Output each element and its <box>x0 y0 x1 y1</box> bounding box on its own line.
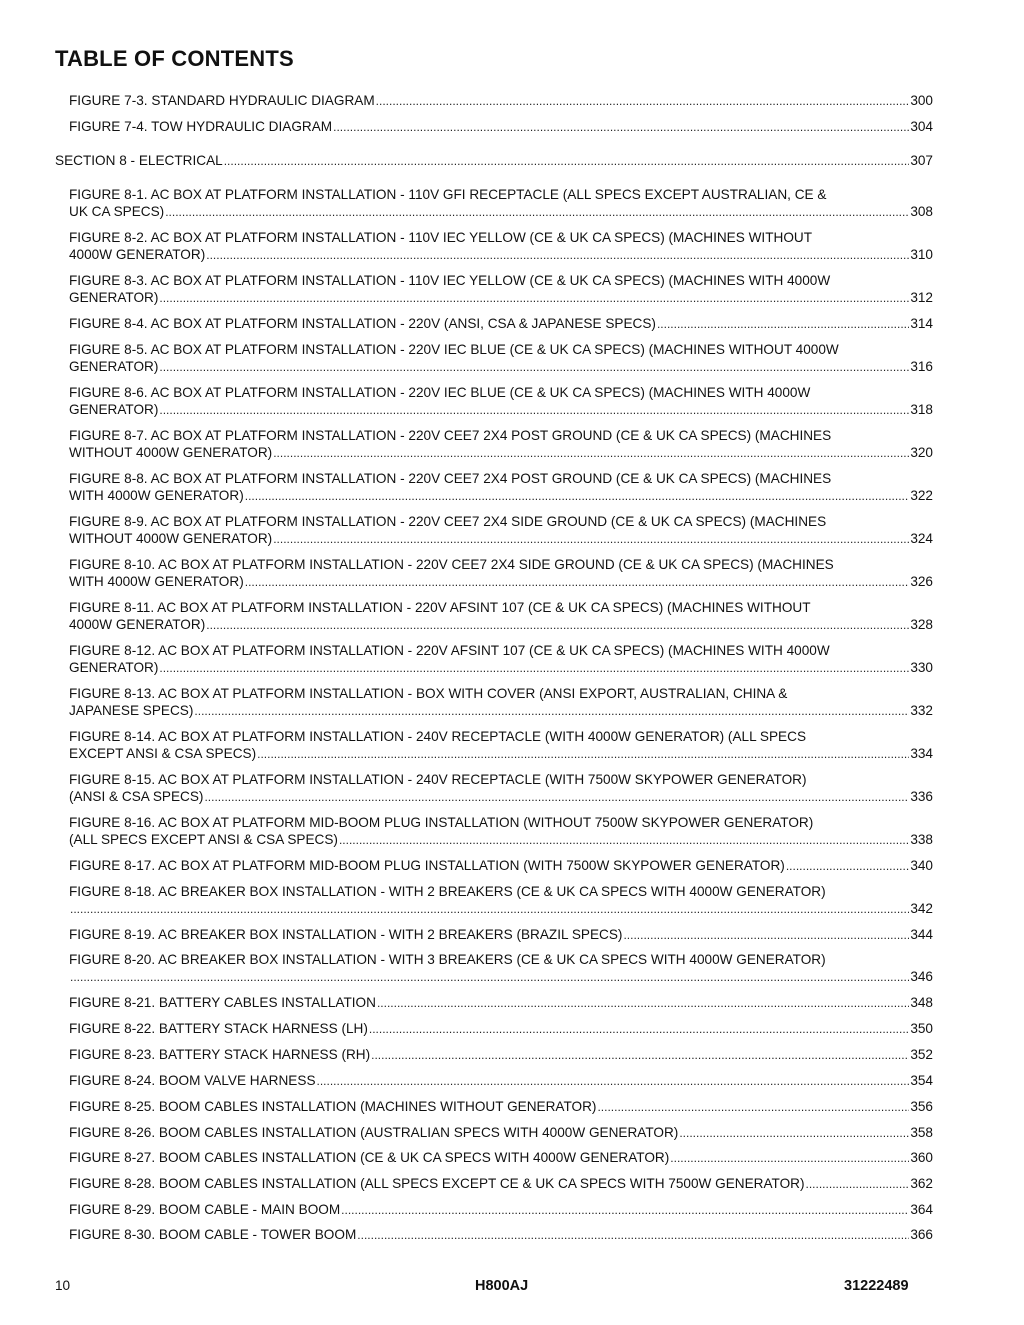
toc-entry[interactable] <box>69 685 933 720</box>
dot-leader <box>159 359 909 376</box>
toc-page-number: 352 <box>910 1047 933 1062</box>
footer-page-number: 10 <box>55 1278 71 1293</box>
toc-entry-title: FIGURE 8-16. AC BOX AT PLATFORM MID-BOOM PLUG INSTALLATION (WITHOUT 7500W SKYPOWER GENERATOR) <box>69 815 814 830</box>
toc-page-number: 338 <box>910 832 933 847</box>
toc-entry-title: (ANSI & CSA SPECS) <box>69 789 204 804</box>
toc-entry-title: FIGURE 8-18. AC BREAKER BOX INSTALLATION - WITH 2 BREAKERS (CE & UK CA SPECS WITH 4000W GENERATOR) <box>69 884 826 899</box>
toc-entry[interactable] <box>69 315 933 333</box>
dot-leader <box>194 703 909 720</box>
toc-entry[interactable] <box>69 1201 933 1219</box>
toc-page-number: 334 <box>910 746 933 761</box>
toc-page-number: 362 <box>910 1176 933 1191</box>
toc-entry[interactable] <box>69 272 933 307</box>
toc-entry-title: FIGURE 8-29. BOOM CABLE - MAIN BOOM <box>69 1202 341 1217</box>
toc-page-number: 326 <box>910 574 933 589</box>
toc-entry-title: WITHOUT 4000W GENERATOR) <box>69 445 273 460</box>
dot-leader <box>224 153 910 170</box>
toc-entry-title: FIGURE 8-24. BOOM VALVE HARNESS <box>69 1073 316 1088</box>
dot-leader <box>159 660 909 677</box>
toc-entry-title: WITHOUT 4000W GENERATOR) <box>69 531 273 546</box>
dot-leader <box>159 290 909 307</box>
toc-page-number: 364 <box>910 1202 933 1217</box>
toc-entry-title: FIGURE 8-9. AC BOX AT PLATFORM INSTALLATION - 220V CEE7 2X4 SIDE GROUND (CE & UK CA SPECS) (MACHINES <box>69 514 827 529</box>
toc-entry-title: FIGURE 8-8. AC BOX AT PLATFORM INSTALLATION - 220V CEE7 2X4 POST GROUND (CE & UK CA SPECS) (MACHINES <box>69 471 832 486</box>
toc-entry[interactable] <box>69 513 933 548</box>
toc-page-number: 356 <box>910 1099 933 1114</box>
dot-leader <box>165 204 909 221</box>
toc-entry[interactable] <box>69 556 933 591</box>
toc-entry-title: FIGURE 8-25. BOOM CABLES INSTALLATION (MACHINES WITHOUT GENERATOR) <box>69 1099 597 1114</box>
toc-page-number: 316 <box>910 359 933 374</box>
toc-entry-title: EXCEPT ANSI & CSA SPECS) <box>69 746 257 761</box>
toc-page-number: 314 <box>910 316 933 331</box>
dot-leader <box>623 927 909 944</box>
dot-leader <box>257 746 909 763</box>
dot-leader <box>273 531 909 548</box>
toc-entry-title: FIGURE 8-19. AC BREAKER BOX INSTALLATION - WITH 2 BREAKERS (BRAZIL SPECS) <box>69 927 623 942</box>
toc-entry[interactable] <box>69 1175 933 1193</box>
footer-doc-number: 31222489 <box>844 1278 909 1294</box>
toc-entry-title: FIGURE 7-3. STANDARD HYDRAULIC DIAGRAM <box>69 93 375 108</box>
toc-entry-title: UK CA SPECS) <box>69 204 165 219</box>
toc-entry-title: FIGURE 8-27. BOOM CABLES INSTALLATION (CE & UK CA SPECS WITH 4000W GENERATOR) <box>69 1150 670 1165</box>
dot-leader <box>806 1176 910 1193</box>
toc-entry-title: WITH 4000W GENERATOR) <box>69 488 244 503</box>
dot-leader <box>333 119 909 136</box>
toc-page-number: 328 <box>910 617 933 632</box>
toc-entry[interactable] <box>69 857 933 875</box>
toc-page-number: 307 <box>910 153 933 168</box>
toc-entry[interactable] <box>69 1020 933 1038</box>
toc-page-number: 344 <box>910 927 933 942</box>
dot-leader <box>206 617 909 634</box>
toc-entry[interactable] <box>69 118 933 136</box>
dot-leader <box>339 832 909 849</box>
toc-entry-title: FIGURE 8-17. AC BOX AT PLATFORM MID-BOOM PLUG INSTALLATION (WITH 7500W SKYPOWER GENERATOR) <box>69 858 785 873</box>
toc-entry-title: FIGURE 8-20. AC BREAKER BOX INSTALLATION - WITH 3 BREAKERS (CE & UK CA SPECS WITH 4000W GENERATOR) <box>69 952 826 967</box>
toc-page-number: 350 <box>910 1021 933 1036</box>
toc-entry-title: FIGURE 8-26. BOOM CABLES INSTALLATION (AUSTRALIAN SPECS WITH 4000W GENERATOR) <box>69 1125 679 1140</box>
toc-entry-title: FIGURE 8-13. AC BOX AT PLATFORM INSTALLATION - BOX WITH COVER (ANSI EXPORT, AUSTRALIAN, CHINA & <box>69 686 788 701</box>
toc-page-number: 348 <box>910 995 933 1010</box>
dot-leader <box>245 488 910 505</box>
toc-entry-title: FIGURE 8-21. BATTERY CABLES INSTALLATION <box>69 995 376 1010</box>
toc-entry-title: SECTION 8 - ELECTRICAL <box>55 153 223 168</box>
toc-entry-title: FIGURE 8-15. AC BOX AT PLATFORM INSTALLATION - 240V RECEPTACLE (WITH 7500W SKYPOWER GENERATOR) <box>69 772 807 787</box>
toc-entry[interactable] <box>69 599 933 634</box>
toc-entry-title: FIGURE 8-6. AC BOX AT PLATFORM INSTALLATION - 220V IEC BLUE (CE & UK CA SPECS) (MACHINES WITH 4000W <box>69 385 811 400</box>
toc-entry[interactable] <box>69 1072 933 1090</box>
footer-model: H800AJ <box>475 1278 529 1294</box>
dot-leader <box>70 901 909 918</box>
toc-entry[interactable] <box>69 470 933 505</box>
toc-page-number: 308 <box>910 204 933 219</box>
dot-leader <box>657 316 909 333</box>
toc-entry-title: FIGURE 8-30. BOOM CABLE - TOWER BOOM <box>69 1227 357 1242</box>
toc-page-number: 322 <box>910 488 933 503</box>
toc-entry-title: FIGURE 8-4. AC BOX AT PLATFORM INSTALLATION - 220V (ANSI, CSA & JAPANESE SPECS) <box>69 316 656 331</box>
toc-page-number: 318 <box>910 402 933 417</box>
toc-page-number: 366 <box>910 1227 933 1242</box>
toc-entry[interactable] <box>69 384 933 419</box>
toc-entry-title: JAPANESE SPECS) <box>69 703 194 718</box>
toc-entry[interactable] <box>69 92 933 110</box>
toc-entry[interactable] <box>69 427 933 462</box>
toc-entry[interactable] <box>69 341 933 376</box>
toc-entry[interactable] <box>69 1149 933 1167</box>
toc-entry[interactable] <box>69 771 933 806</box>
dot-leader <box>679 1125 909 1142</box>
toc-entry-title: GENERATOR) <box>69 290 159 305</box>
toc-entry-title: FIGURE 7-4. TOW HYDRAULIC DIAGRAM <box>69 119 333 134</box>
dot-leader <box>377 995 909 1012</box>
toc-page-number: 358 <box>910 1125 933 1140</box>
dot-leader <box>159 402 909 419</box>
toc-page-number: 304 <box>910 119 933 134</box>
toc-entry-title: WITH 4000W GENERATOR) <box>69 574 244 589</box>
toc-entry-title: FIGURE 8-2. AC BOX AT PLATFORM INSTALLATION - 110V IEC YELLOW (CE & UK CA SPECS) (MACHINES WITHOUT <box>69 230 813 245</box>
dot-leader <box>317 1073 910 1090</box>
toc-entry[interactable] <box>69 926 933 944</box>
toc-entry[interactable] <box>69 1098 933 1116</box>
dot-leader <box>341 1202 909 1219</box>
toc-entry[interactable] <box>69 883 933 918</box>
toc-entry[interactable] <box>69 229 933 264</box>
toc-entry-title: FIGURE 8-7. AC BOX AT PLATFORM INSTALLATION - 220V CEE7 2X4 POST GROUND (CE & UK CA SPECS) (MACHINES <box>69 428 832 443</box>
toc-page-number: 360 <box>910 1150 933 1165</box>
toc-entry-title: (ALL SPECS EXCEPT ANSI & CSA SPECS) <box>69 832 338 847</box>
toc-page-number: 300 <box>910 93 933 108</box>
dot-leader <box>786 858 910 875</box>
toc-entry-title: FIGURE 8-28. BOOM CABLES INSTALLATION (ALL SPECS EXCEPT CE & UK CA SPECS WITH 7500W GENERATOR) <box>69 1176 805 1191</box>
dot-leader <box>369 1021 909 1038</box>
page-title: TABLE OF CONTENTS <box>55 46 294 71</box>
toc-entry-title: FIGURE 8-3. AC BOX AT PLATFORM INSTALLATION - 110V IEC YELLOW (CE & UK CA SPECS) (MACHINES WITH 4000W <box>69 273 831 288</box>
toc-page-number: 340 <box>910 858 933 873</box>
toc-entry[interactable] <box>69 728 933 763</box>
toc-page-number: 324 <box>910 531 933 546</box>
dot-leader <box>670 1150 909 1167</box>
toc-page-number: 346 <box>910 969 933 984</box>
toc-entry-title: GENERATOR) <box>69 402 159 417</box>
toc-page-number: 336 <box>910 789 933 804</box>
toc-entry-title: FIGURE 8-5. AC BOX AT PLATFORM INSTALLATION - 220V IEC BLUE (CE & UK CA SPECS) (MACHINES WITHOUT 4000W <box>69 342 839 357</box>
toc-entry[interactable] <box>69 814 933 849</box>
toc-page-number: 330 <box>910 660 933 675</box>
toc-entry-title: FIGURE 8-12. AC BOX AT PLATFORM INSTALLATION - 220V AFSINT 107 (CE & UK CA SPECS) (MACHINES WITH 4000W <box>69 643 830 658</box>
toc-entry-title: 4000W GENERATOR) <box>69 617 206 632</box>
toc-section-entry[interactable] <box>55 152 933 170</box>
toc-entry-title: GENERATOR) <box>69 660 159 675</box>
dot-leader <box>371 1047 909 1064</box>
toc-entry-title: 4000W GENERATOR) <box>69 247 206 262</box>
toc-entry-title: FIGURE 8-10. AC BOX AT PLATFORM INSTALLATION - 220V CEE7 2X4 SIDE GROUND (CE & UK CA SPECS) (MACHINES <box>69 557 834 572</box>
toc-entry-title: FIGURE 8-11. AC BOX AT PLATFORM INSTALLATION - 220V AFSINT 107 (CE & UK CA SPECS) (MACHINES WITHOUT <box>69 600 811 615</box>
toc-entry-title: FIGURE 8-22. BATTERY STACK HARNESS (LH) <box>69 1021 368 1036</box>
toc-entry[interactable] <box>69 1226 933 1244</box>
dot-leader <box>204 789 909 806</box>
toc-entry[interactable] <box>69 1046 933 1064</box>
toc-entry[interactable] <box>69 951 933 986</box>
toc-entry-title: GENERATOR) <box>69 359 159 374</box>
dot-leader <box>273 445 909 462</box>
toc-entry[interactable] <box>69 186 933 221</box>
toc-page-number: 320 <box>910 445 933 460</box>
toc-entry-title: FIGURE 8-14. AC BOX AT PLATFORM INSTALLATION - 240V RECEPTACLE (WITH 4000W GENERATOR) (ALL SPECS <box>69 729 807 744</box>
toc-page-number: 354 <box>910 1073 933 1088</box>
dot-leader <box>245 574 910 591</box>
toc-entry-title: FIGURE 8-23. BATTERY STACK HARNESS (RH) <box>69 1047 371 1062</box>
toc-entry[interactable] <box>69 994 933 1012</box>
toc-entry[interactable] <box>69 642 933 677</box>
toc-page-number: 332 <box>910 703 933 718</box>
toc-page-number: 342 <box>910 901 933 916</box>
dot-leader <box>597 1099 909 1116</box>
dot-leader <box>206 247 909 264</box>
toc-page-number: 310 <box>910 247 933 262</box>
toc-page-number: 312 <box>910 290 933 305</box>
toc-entry-title: FIGURE 8-1. AC BOX AT PLATFORM INSTALLATION - 110V GFI RECEPTACLE (ALL SPECS EXCEPT AUSTRALIAN, CE & <box>69 187 827 202</box>
dot-leader <box>357 1227 909 1244</box>
toc-entry[interactable] <box>69 1124 933 1142</box>
dot-leader <box>70 969 909 986</box>
dot-leader <box>376 93 910 110</box>
